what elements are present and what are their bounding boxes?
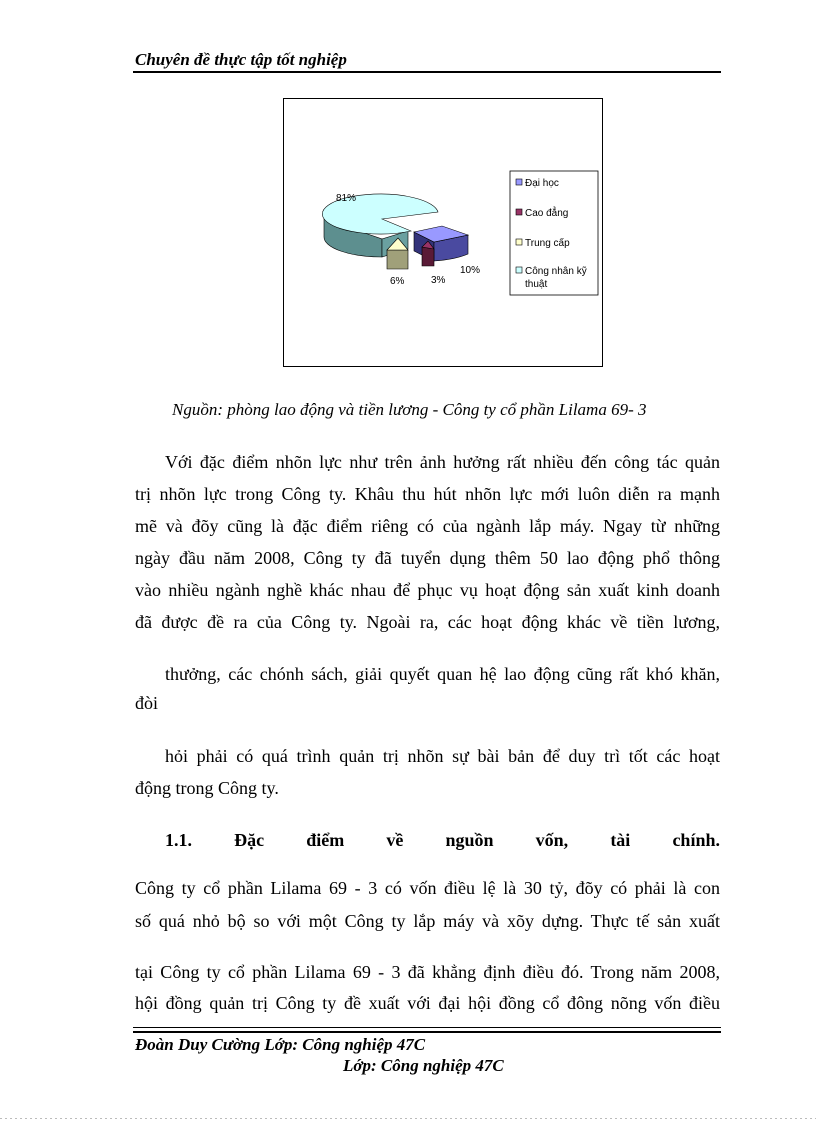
paragraph1-line-3: ngày đầu năm 2008, Công ty đã tuyển dụng thêm 50 lao động phổ thông [135, 548, 720, 568]
page-bottom-border [0, 1118, 816, 1119]
paragraph4-line-1: số quá nhỏ bộ so với một Công ty lắp máy và xõy dựng. Thực tế sản xuất [135, 911, 720, 931]
paragraph1-line-2: mẽ và đõy cũng là đặc điểm riêng có của ngành lắp máy. Ngay từ những [135, 516, 720, 536]
section-word: về [386, 830, 404, 850]
paragraph1-line-1: trị nhõn lực trong Công ty. Khâu thu hút nhõn lực mới luôn diễn ra mạnh [135, 484, 720, 504]
data-label-cao-dang: 3% [431, 275, 446, 286]
footer-rule [133, 1027, 721, 1028]
paragraph4-line-0: Công ty cổ phần Lilama 69 - 3 có vốn điều lệ là 30 tỷ, đõy có phải là con [135, 878, 720, 898]
footer-rule-thick [133, 1031, 721, 1033]
data-label-cong-nhan: 81% [336, 193, 357, 204]
legend-swatch-dai-hoc [516, 179, 522, 185]
data-label-trung-cap: 6% [390, 276, 405, 287]
section-word: nguồn [445, 830, 494, 850]
legend-label-cong-nhan: Công nhân kỹ [525, 266, 587, 277]
paragraph1-line-5: đã được đề ra của Công ty. Ngoài ra, các hoạt động khác về tiền lương, [135, 612, 720, 632]
section-word: vốn, [535, 830, 569, 850]
paragraph5-line-0: tại Công ty cổ phần Lilama 69 - 3 đã khẳng định điều đó. Trong năm 2008, [135, 962, 720, 982]
legend-swatch-cao-dang [516, 209, 522, 215]
legend-label-trung-cap: Trung cấp [525, 238, 570, 249]
paragraph1-line-4: vào nhiều ngành nghề khác nhau để phục vụ hoạt động sản xuất kinh doanh [135, 580, 720, 600]
footer-author: Đoàn Duy Cường Lớp: Công nghiệp 47C [135, 1035, 426, 1054]
page-header-title: Chuyên đề thực tập tốt nghiệp [135, 50, 347, 69]
paragraph1-line-0: Với đặc điểm nhõn lực như trên ảnh hưởng rất nhiều đến công tác quản [165, 452, 720, 472]
paragraph3-line-0: hỏi phải có quá trình quản trị nhõn sự bài bản để duy trì tốt các hoạt [165, 746, 720, 766]
section-number: 1.1. [165, 830, 192, 850]
pie-chart-frame [283, 98, 603, 367]
legend-label-cong-nhan-cont: thuật [525, 279, 548, 290]
legend-swatch-trung-cap [516, 239, 522, 245]
data-label-dai-hoc: 10% [460, 265, 481, 276]
section-word: tài [610, 830, 631, 850]
section-word: chính. [672, 830, 720, 850]
pie-chart [284, 99, 602, 366]
legend-swatch-cong-nhan [516, 267, 522, 273]
section-word: Đặc [234, 830, 265, 850]
legend-label-cao-dang: Cao đẳng [525, 208, 569, 219]
chart-source-caption: Nguồn: phòng lao động và tiền lương - Công ty cổ phần Lilama 69- 3 [172, 400, 647, 419]
footer-class: Lớp: Công nghiệp 47C [343, 1056, 504, 1075]
section-heading [165, 830, 720, 851]
header-rule [133, 71, 721, 73]
section-word: điểm [306, 830, 345, 850]
paragraph3-line-1: động trong Công ty. [135, 778, 279, 798]
paragraph2-line-0: thưởng, các chónh sách, giải quyết quan hệ lao động cũng rất khó khăn, [165, 664, 720, 684]
legend-label-dai-hoc: Đại học [525, 178, 559, 189]
paragraph2-line-1: đòi [135, 693, 159, 713]
paragraph5-line-1: hội đồng quản trị Công ty đề xuất với đại hội đồng cổ đông nõng vốn điều [135, 993, 720, 1013]
